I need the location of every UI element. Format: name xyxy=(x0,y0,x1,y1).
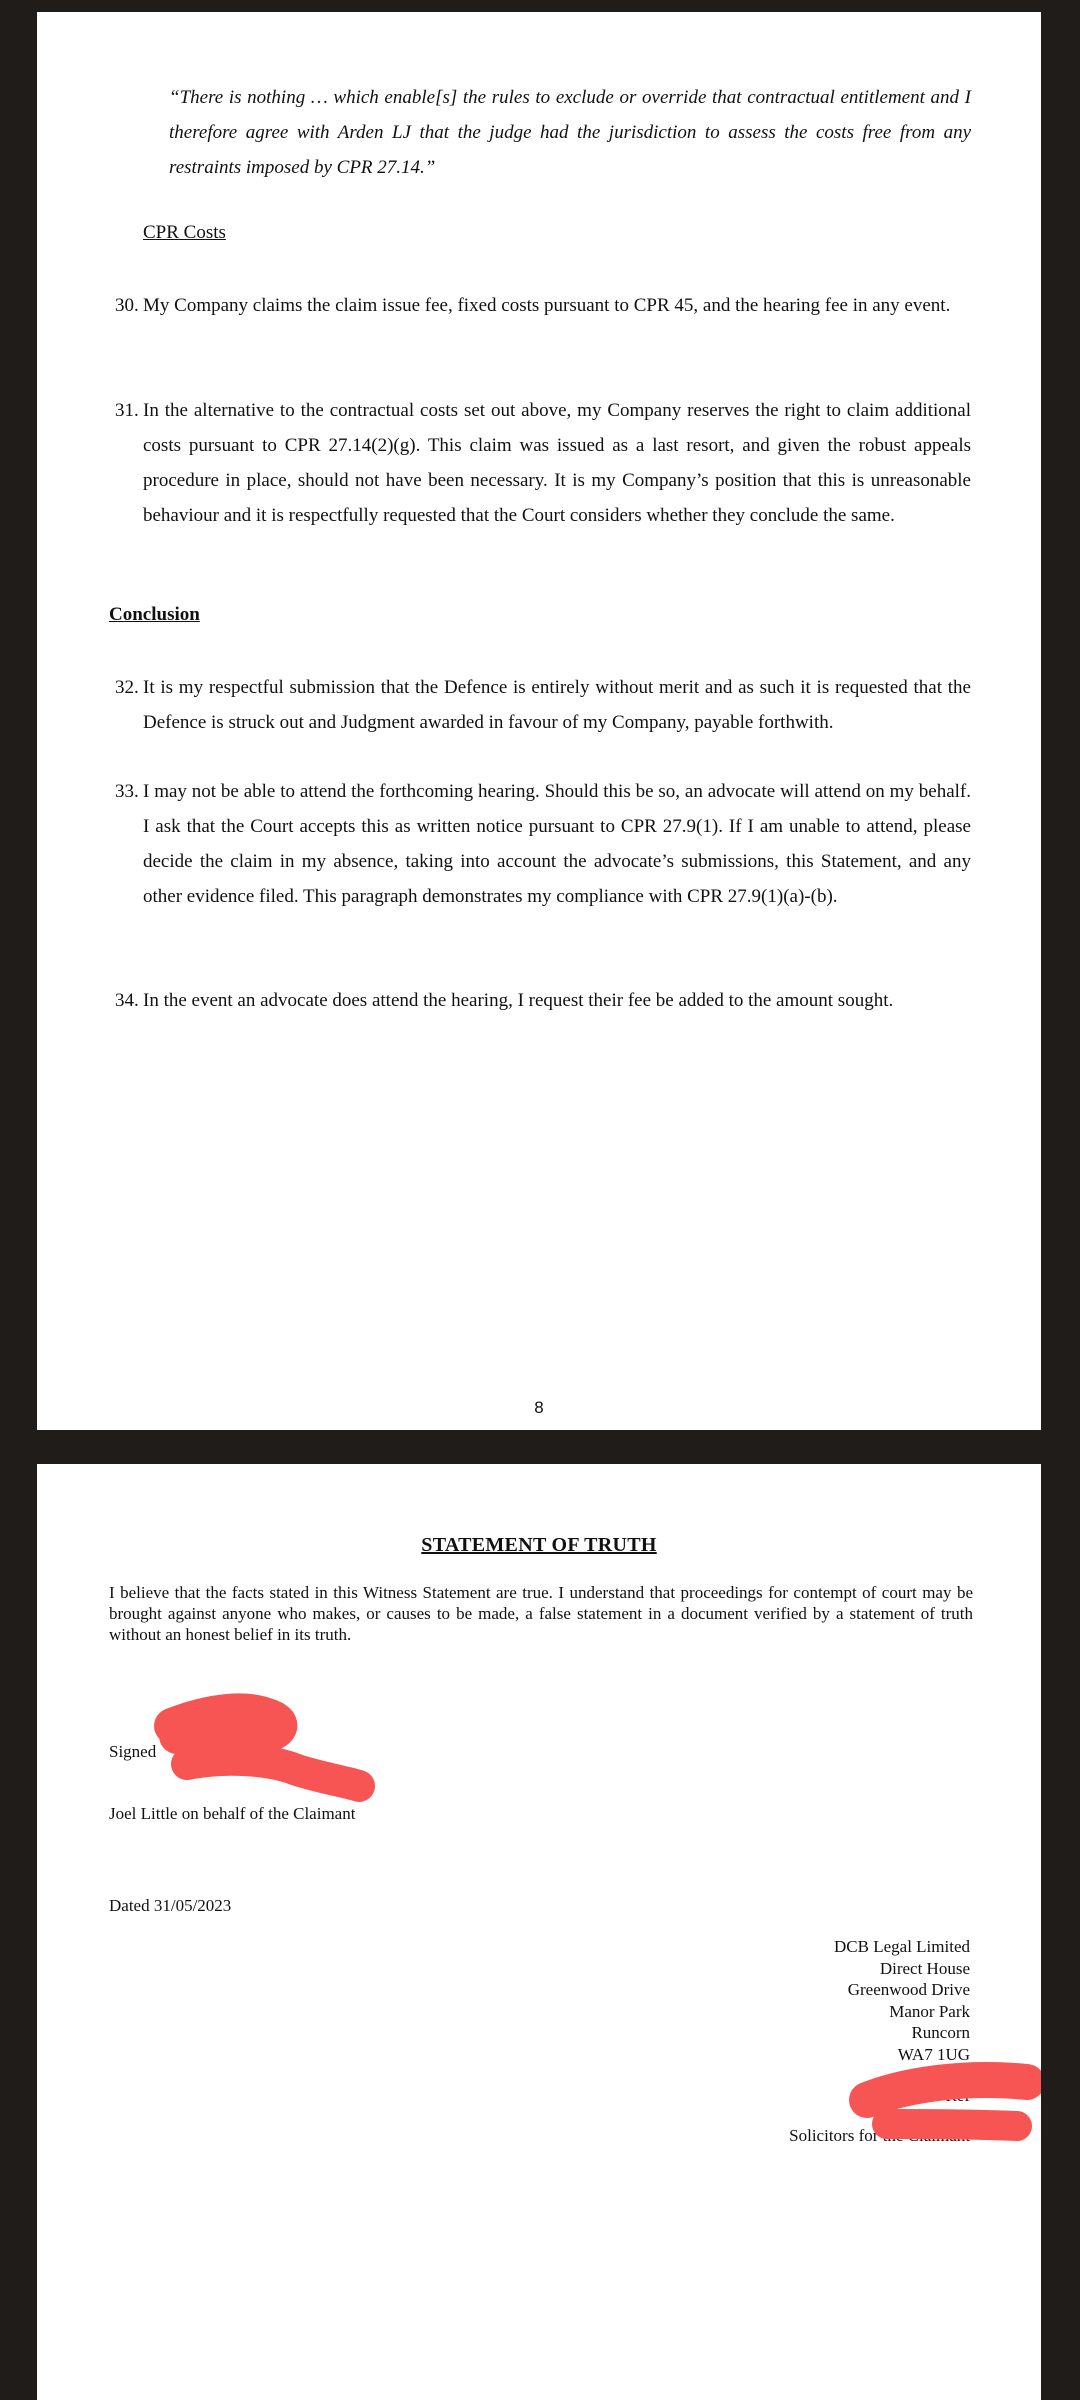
page-number: 8 xyxy=(534,1398,544,1417)
document-page-8 xyxy=(37,12,1041,1430)
statement-of-truth-title: STATEMENT OF TRUTH xyxy=(421,1534,657,1556)
paragraph-number: 31. xyxy=(115,400,139,421)
document-page-9 xyxy=(37,1464,1041,2400)
address-line: Manor Park xyxy=(889,2001,970,2021)
solicitors-line: Solicitors for the Claimant xyxy=(789,2126,970,2145)
address-line: WA7 1UG xyxy=(897,2044,970,2064)
reference-label: Ref xyxy=(945,2086,970,2105)
paragraph-text: In the event an advocate does attend the hearing, I request their fee be added to the amount sought. xyxy=(143,990,894,1011)
redaction-mark-reference-top xyxy=(867,2080,1027,2100)
paragraph-number: 34. xyxy=(115,990,139,1011)
redaction-mark-reference-bottom xyxy=(887,2124,1017,2126)
paragraph-number: 30. xyxy=(115,295,139,316)
address-line: DCB Legal Limited xyxy=(834,1937,970,1956)
paragraph-31 xyxy=(115,393,971,533)
redaction-mark-signature-top xyxy=(172,1711,279,1737)
paragraph-text: It is my respectful submission that the Defence is entirely without merit and as such it is requested that the Defence is struck out and Judgment awarded in favour of my Company, payable forthwith. xyxy=(143,677,971,733)
address-line: Direct House xyxy=(879,1958,970,1978)
signed-label: Signed xyxy=(109,1742,157,1761)
statement-of-truth-text: I believe that the facts stated in this Witness Statement are true. I understand that proceedings for contempt of court may be brought against anyone who makes, or causes to be made, a false statement in a document verified by a statement of truth without an honest belief in its truth. xyxy=(109,1583,973,1644)
paragraph-30 xyxy=(115,288,971,323)
paragraph-33 xyxy=(115,774,971,914)
paragraph-text: I may not be able to attend the forthcoming hearing. Should this be so, an advocate will attend on my behalf. I ask that the Court accepts this as written notice pursuant to CPR 27.9(1). If I am unable to attend, please decide the claim in my absence, taking into account the advocate’s submissions, this Statement, and any other evidence filed. This paragraph demonstrates my compliance with CPR 27.9(1)(a)-(b). xyxy=(143,781,971,907)
heading-conclusion: Conclusion xyxy=(109,604,200,625)
paragraph-number: 32. xyxy=(115,677,139,698)
paragraph-text: In the alternative to the contractual costs set out above, my Company reserves the right to claim additional costs pursuant to CPR 27.14(2)(g). This claim was issued as a last resort, and given the robust appeals procedure in place, should not have been necessary. It is my Company’s position that this is unreasonable behaviour and it is respectfully requested that the Court considers whether they conclude the same. xyxy=(143,400,971,526)
case-quote: “There is nothing … which enable[s] the rules to exclude or override that contractual entitlement and I therefore agree with Arden LJ that the judge had the jurisdiction to assess the costs free from any restraints imposed by CPR 27.14.” xyxy=(169,87,971,178)
subheading-cpr-costs: CPR Costs xyxy=(143,222,226,243)
paragraph-32 xyxy=(115,670,971,740)
address-line: Greenwood Drive xyxy=(847,1980,970,1999)
paragraph-text: My Company claims the claim issue fee, fixed costs pursuant to CPR 45, and the hearing fee in any event. xyxy=(143,295,951,316)
address-line: Runcorn xyxy=(911,2023,970,2042)
paragraph-number: 33. xyxy=(115,781,139,802)
paragraph-34 xyxy=(115,983,971,1018)
signer-name: Joel Little on behalf of the Claimant xyxy=(109,1804,356,1823)
redaction-marks xyxy=(37,1464,1041,2400)
dated-line: Dated 31/05/2023 xyxy=(109,1896,232,1915)
redaction-mark-signature-bottom xyxy=(187,1760,359,1786)
